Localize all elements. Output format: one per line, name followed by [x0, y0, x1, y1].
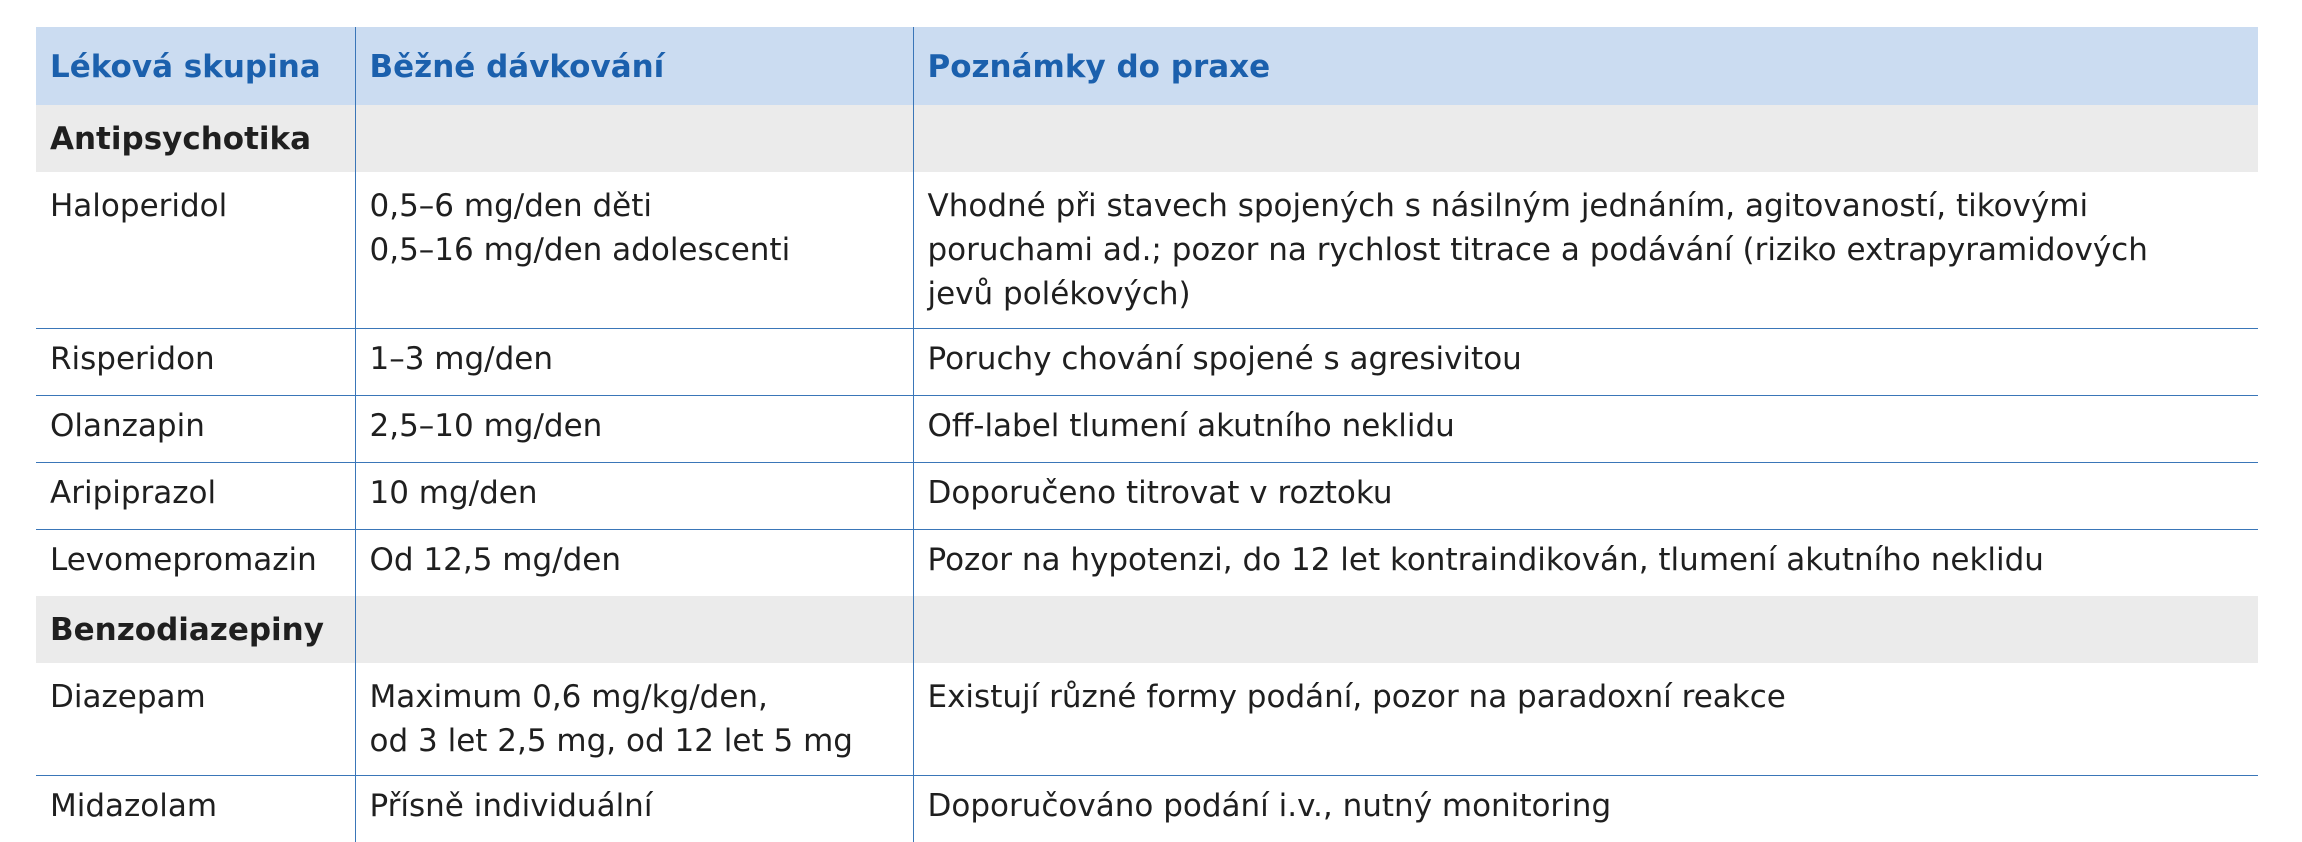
table-row	[36, 463, 2258, 530]
drug-name: Olanzapin	[36, 396, 355, 463]
table-row	[36, 329, 2258, 396]
notes-cell: Poruchy chování spojené s agresivitou	[913, 329, 2258, 396]
header-usual-dosage: Běžné dávkování	[355, 27, 913, 105]
dose-line: 0,5–16 mg/den adolescenti	[370, 228, 899, 272]
table-row	[36, 172, 2258, 329]
dose-line: 0,5–6 mg/den děti	[370, 184, 899, 228]
header-drug-group: Léková skupina	[36, 27, 355, 105]
notes-cell: Pozor na hypotenzi, do 12 let kontraindikován, tlumení akutního neklidu	[913, 530, 2258, 597]
notes-line: jevů polékových)	[928, 272, 2245, 316]
drug-name: Risperidon	[36, 329, 355, 396]
dose-cell	[355, 172, 913, 329]
dose-cell: 1–3 mg/den	[355, 329, 913, 396]
table-row	[36, 530, 2258, 597]
table-header-row	[36, 27, 2258, 105]
drug-name: Levomepromazin	[36, 530, 355, 597]
dose-line: Maximum 0,6 mg/kg/den,	[370, 675, 899, 719]
header-practice-notes: Poznámky do praxe	[913, 27, 2258, 105]
group-row	[36, 596, 2258, 663]
group-empty-cell	[913, 596, 2258, 663]
group-empty-cell	[355, 596, 913, 663]
dose-cell: Přísně individuální	[355, 776, 913, 842]
group-row	[36, 105, 2258, 172]
notes-cell: Existují různé formy podání, pozor na paradoxní reakce	[913, 663, 2258, 776]
dose-line: od 3 let 2,5 mg, od 12 let 5 mg	[370, 719, 899, 763]
group-label: Benzodiazepiny	[36, 596, 355, 663]
table-row	[36, 663, 2258, 776]
notes-cell: Off-label tlumení akutního neklidu	[913, 396, 2258, 463]
dose-cell: Od 12,5 mg/den	[355, 530, 913, 597]
dose-cell: 2,5–10 mg/den	[355, 396, 913, 463]
drug-name: Diazepam	[36, 663, 355, 776]
dosage-table	[36, 27, 2258, 842]
table-row	[36, 776, 2258, 842]
table-row	[36, 396, 2258, 463]
dose-cell	[355, 663, 913, 776]
notes-line: Vhodné při stavech spojených s násilným jednáním, agitovaností, tikovými	[928, 184, 2245, 228]
group-label: Antipsychotika	[36, 105, 355, 172]
notes-cell	[913, 172, 2258, 329]
notes-cell: Doporučeno titrovat v roztoku	[913, 463, 2258, 530]
dose-cell: 10 mg/den	[355, 463, 913, 530]
drug-name: Midazolam	[36, 776, 355, 842]
notes-line: poruchami ad.; pozor na rychlost titrace a podávání (riziko extrapyramidových	[928, 228, 2245, 272]
drug-name: Haloperidol	[36, 172, 355, 329]
group-empty-cell	[355, 105, 913, 172]
notes-cell: Doporučováno podání i.v., nutný monitoring	[913, 776, 2258, 842]
group-empty-cell	[913, 105, 2258, 172]
drug-name: Aripiprazol	[36, 463, 355, 530]
